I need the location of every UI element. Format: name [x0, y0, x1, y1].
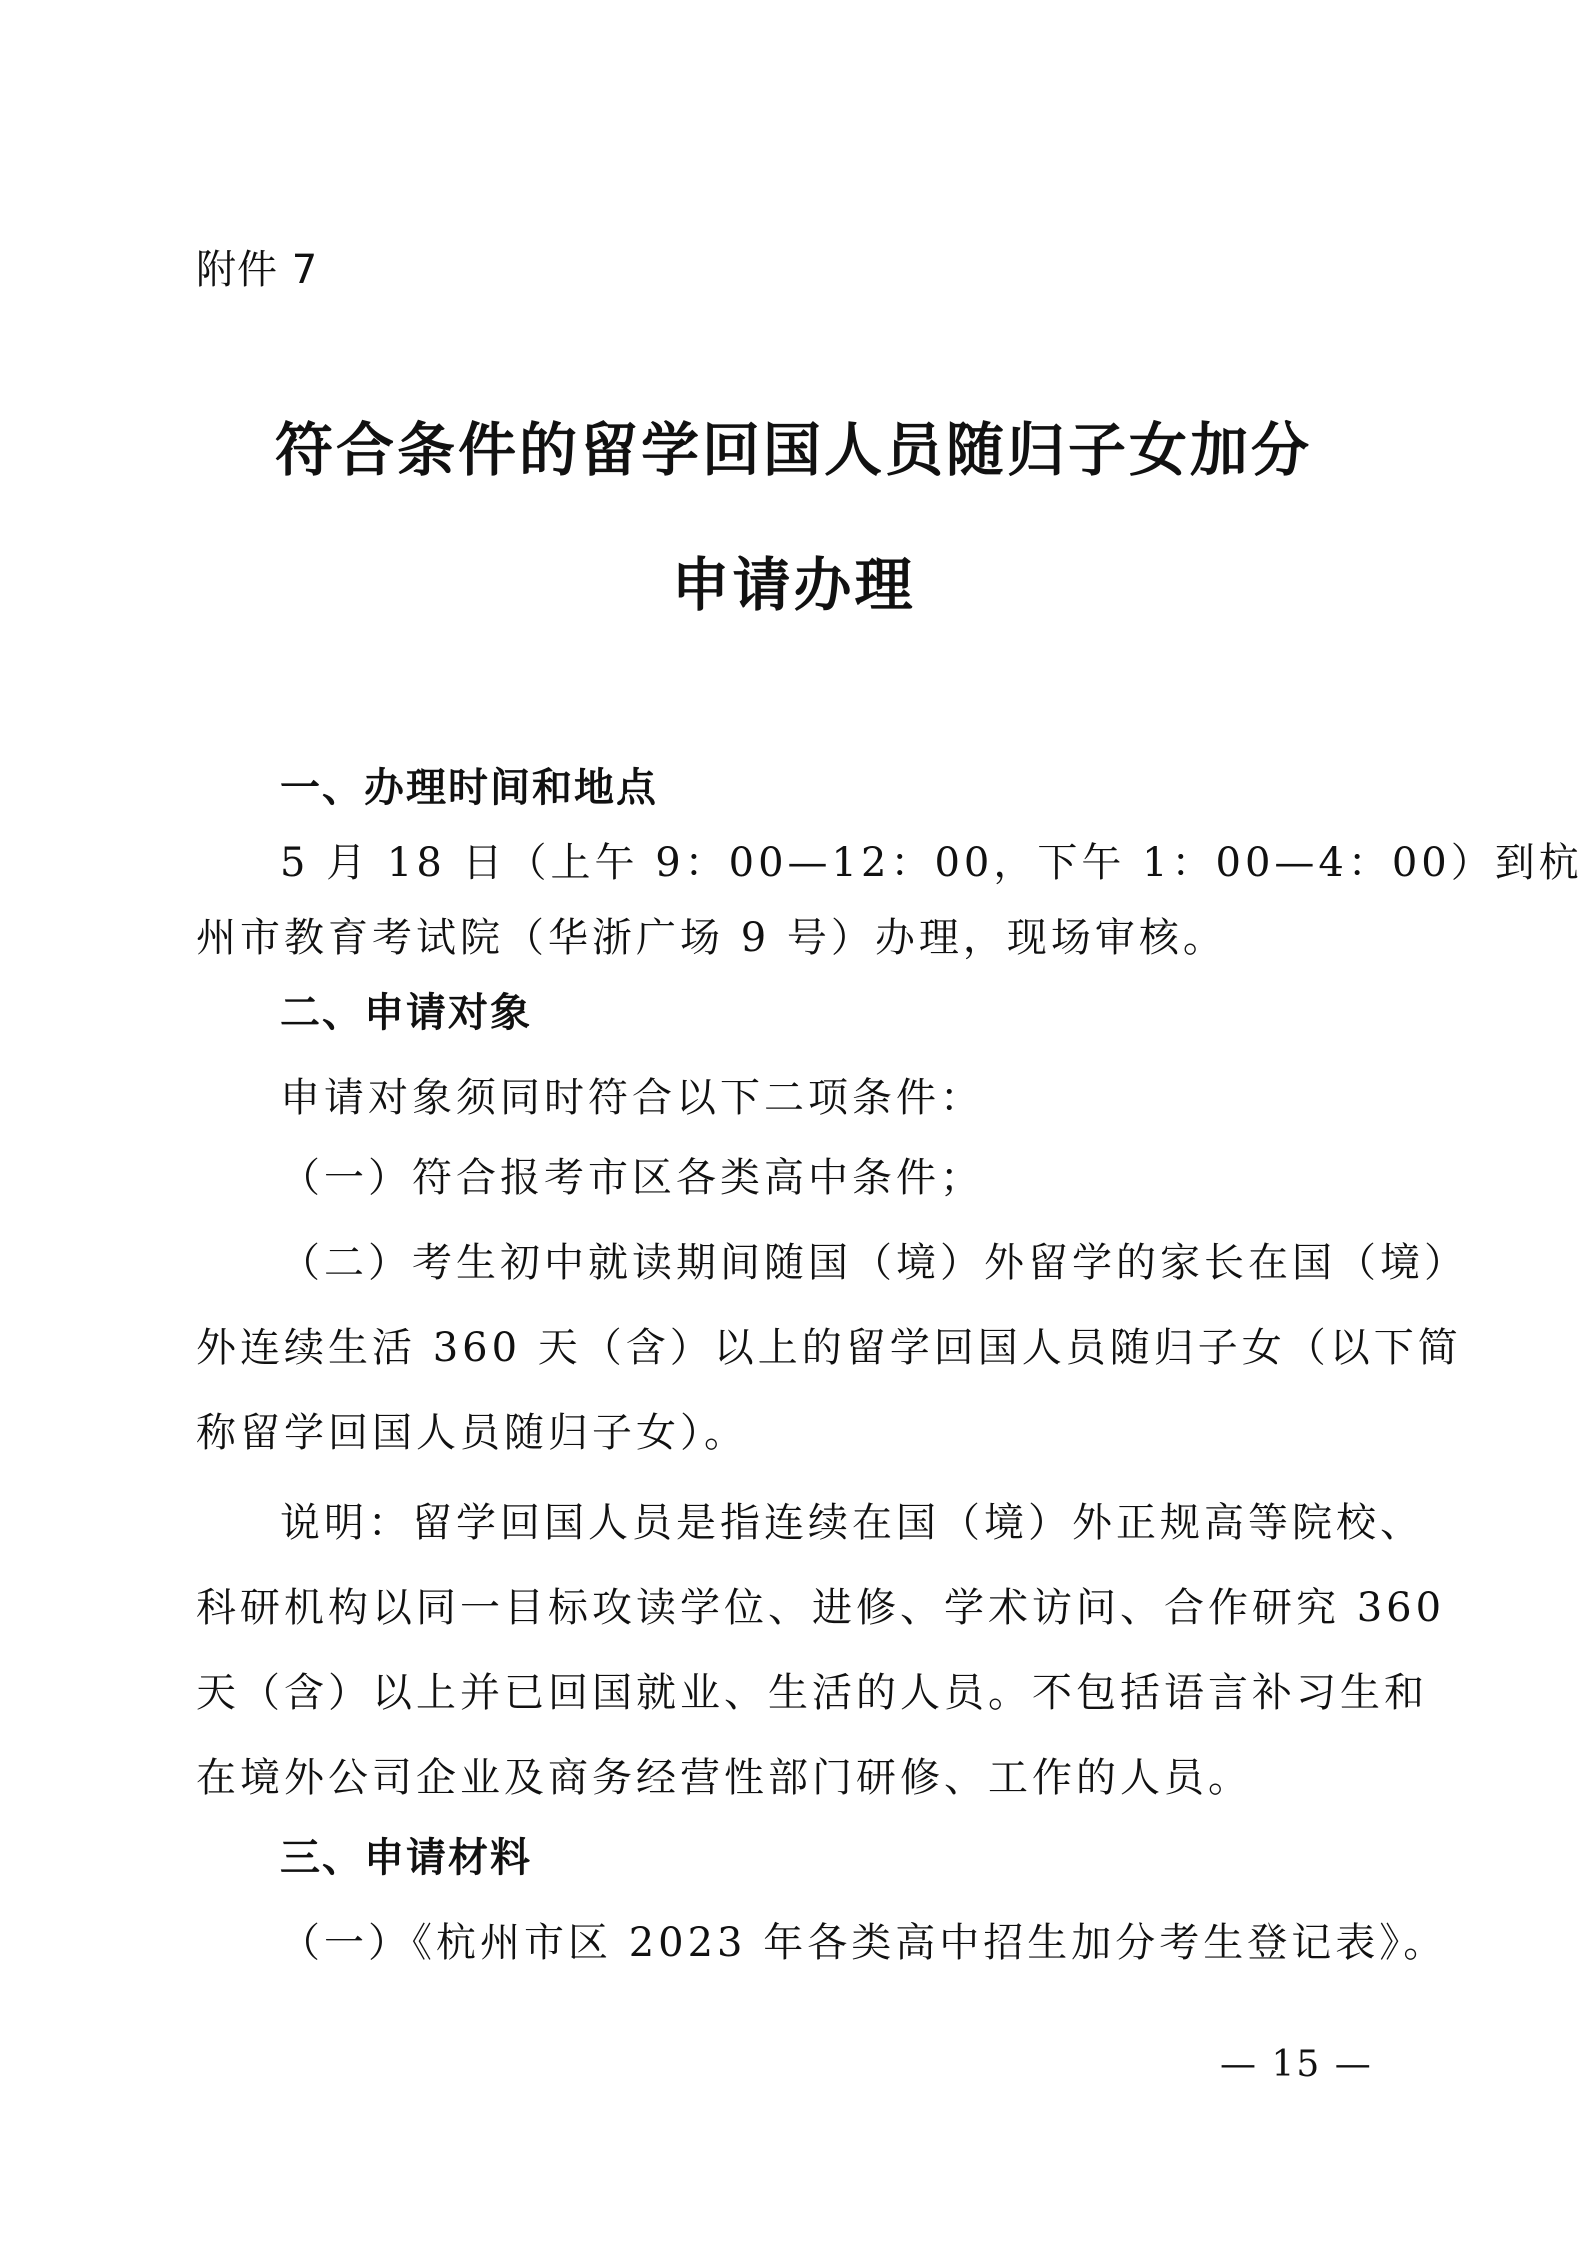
paragraph-line: （二）考生初中就读期间随国（境）外留学的家长在国（境） — [280, 1240, 1468, 1286]
list-item: （一）符合报考市区各类高中条件； — [280, 1155, 984, 1201]
attachment-label: 附件 7 — [196, 247, 319, 293]
paragraph-line: 外连续生活 360 天（含）以上的留学回国人员随归子女（以下简 — [196, 1325, 1462, 1371]
section-heading-time-location: 一、办理时间和地点 — [280, 765, 658, 811]
note-line: 在境外公司企业及商务经营性部门研修、工作的人员。 — [196, 1755, 1252, 1801]
paragraph-line: 州市教育考试院（华浙广场 9 号）办理，现场审核。 — [196, 915, 1227, 961]
document-title-line-2: 申请办理 — [671, 551, 916, 619]
section-heading-applicants: 二、申请对象 — [280, 990, 532, 1036]
paragraph-line: 5 月 18 日（上午 9：00—12：00，下午 1：00—4：00）到杭 — [280, 840, 1583, 886]
section-heading-materials: 三、申请材料 — [280, 1835, 532, 1881]
page-number: — 15 — — [1220, 2044, 1373, 2085]
paragraph-line: 申请对象须同时符合以下二项条件： — [280, 1075, 984, 1121]
paragraph-line: 称留学回国人员随归子女）。 — [196, 1410, 748, 1456]
note-line: 科研机构以同一目标攻读学位、进修、学术访问、合作研究 360 — [196, 1585, 1446, 1631]
list-item: （一）《杭州市区 2023 年各类高中招生加分考生登记表》。 — [280, 1920, 1448, 1966]
note-line: 天（含）以上并已回国就业、生活的人员。不包括语言补习生和 — [196, 1670, 1428, 1716]
document-title-line-1: 符合条件的留学回国人员随归子女加分 — [274, 416, 1312, 484]
note-line: 说明：留学回国人员是指连续在国（境）外正规高等院校、 — [280, 1500, 1424, 1546]
